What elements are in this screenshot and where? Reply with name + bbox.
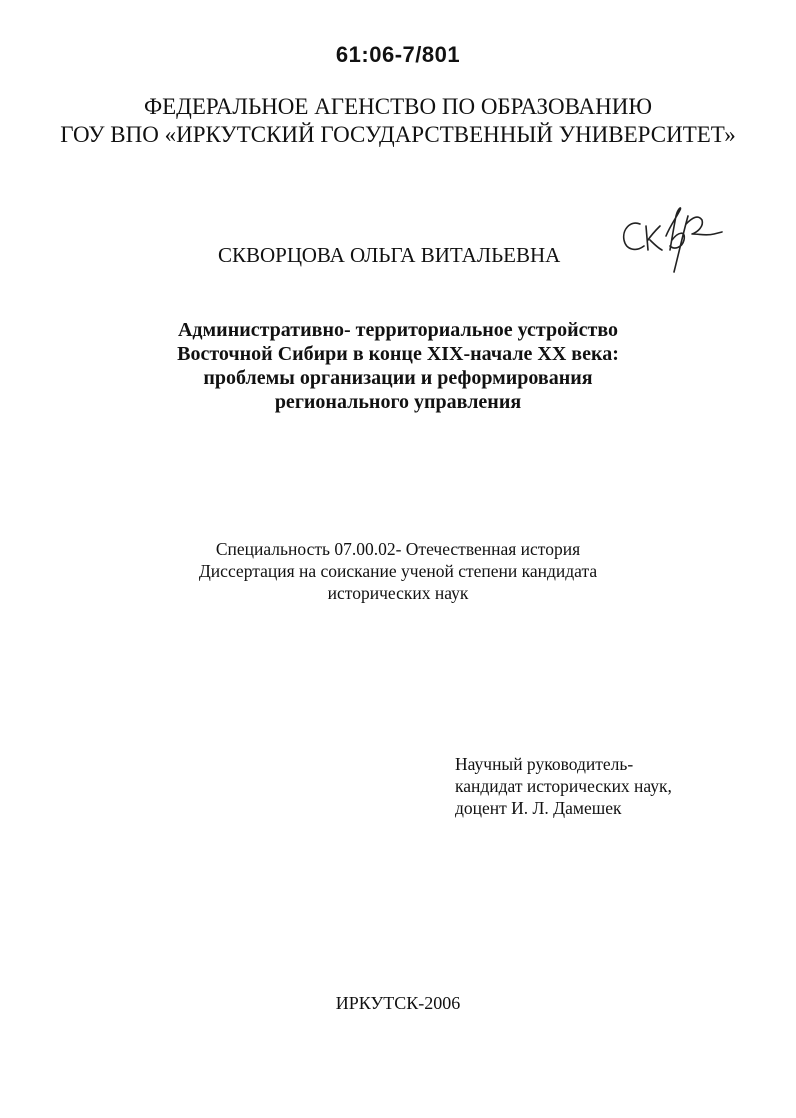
institution-line-1: ФЕДЕРАЛЬНОЕ АГЕНСТВО ПО ОБРАЗОВАНИЮ <box>143 94 653 119</box>
advisor-line-1: Научный руководитель- <box>455 754 634 774</box>
title-line-2: Восточной Сибири в конце XIX-начале XX века: <box>177 343 619 365</box>
city-year: ИРКУТСК-2006 <box>335 993 461 1013</box>
document-code: 61:06-7/801 <box>335 42 461 67</box>
specialty-block <box>0 538 796 604</box>
institution-block <box>0 93 796 149</box>
spec-line-3: исторических наук <box>327 583 469 603</box>
dissertation-title <box>0 318 796 414</box>
institution-line-2: ГОУ ВПО «ИРКУТСКИЙ ГОСУДАРСТВЕННЫЙ УНИВЕРСИТЕТ» <box>60 122 736 147</box>
handwritten-signature <box>618 196 728 278</box>
spec-line-2: Диссертация на соискание ученой степени кандидата <box>198 561 598 581</box>
advisor-line-3: доцент И. Л. Дамешек <box>455 798 622 818</box>
advisor-line-2: кандидат исторических наук, <box>455 776 672 796</box>
advisor-block <box>455 753 672 819</box>
author-name: СКВОРЦОВА ОЛЬГА ВИТАЛЬЕВНА <box>218 243 561 267</box>
title-line-3: проблемы организации и реформирования <box>203 367 593 389</box>
spec-line-1: Специальность 07.00.02- Отечественная история <box>215 539 581 559</box>
title-line-4: регионального управления <box>274 391 522 413</box>
title-line-1: Административно- территориальное устройство <box>177 319 619 341</box>
